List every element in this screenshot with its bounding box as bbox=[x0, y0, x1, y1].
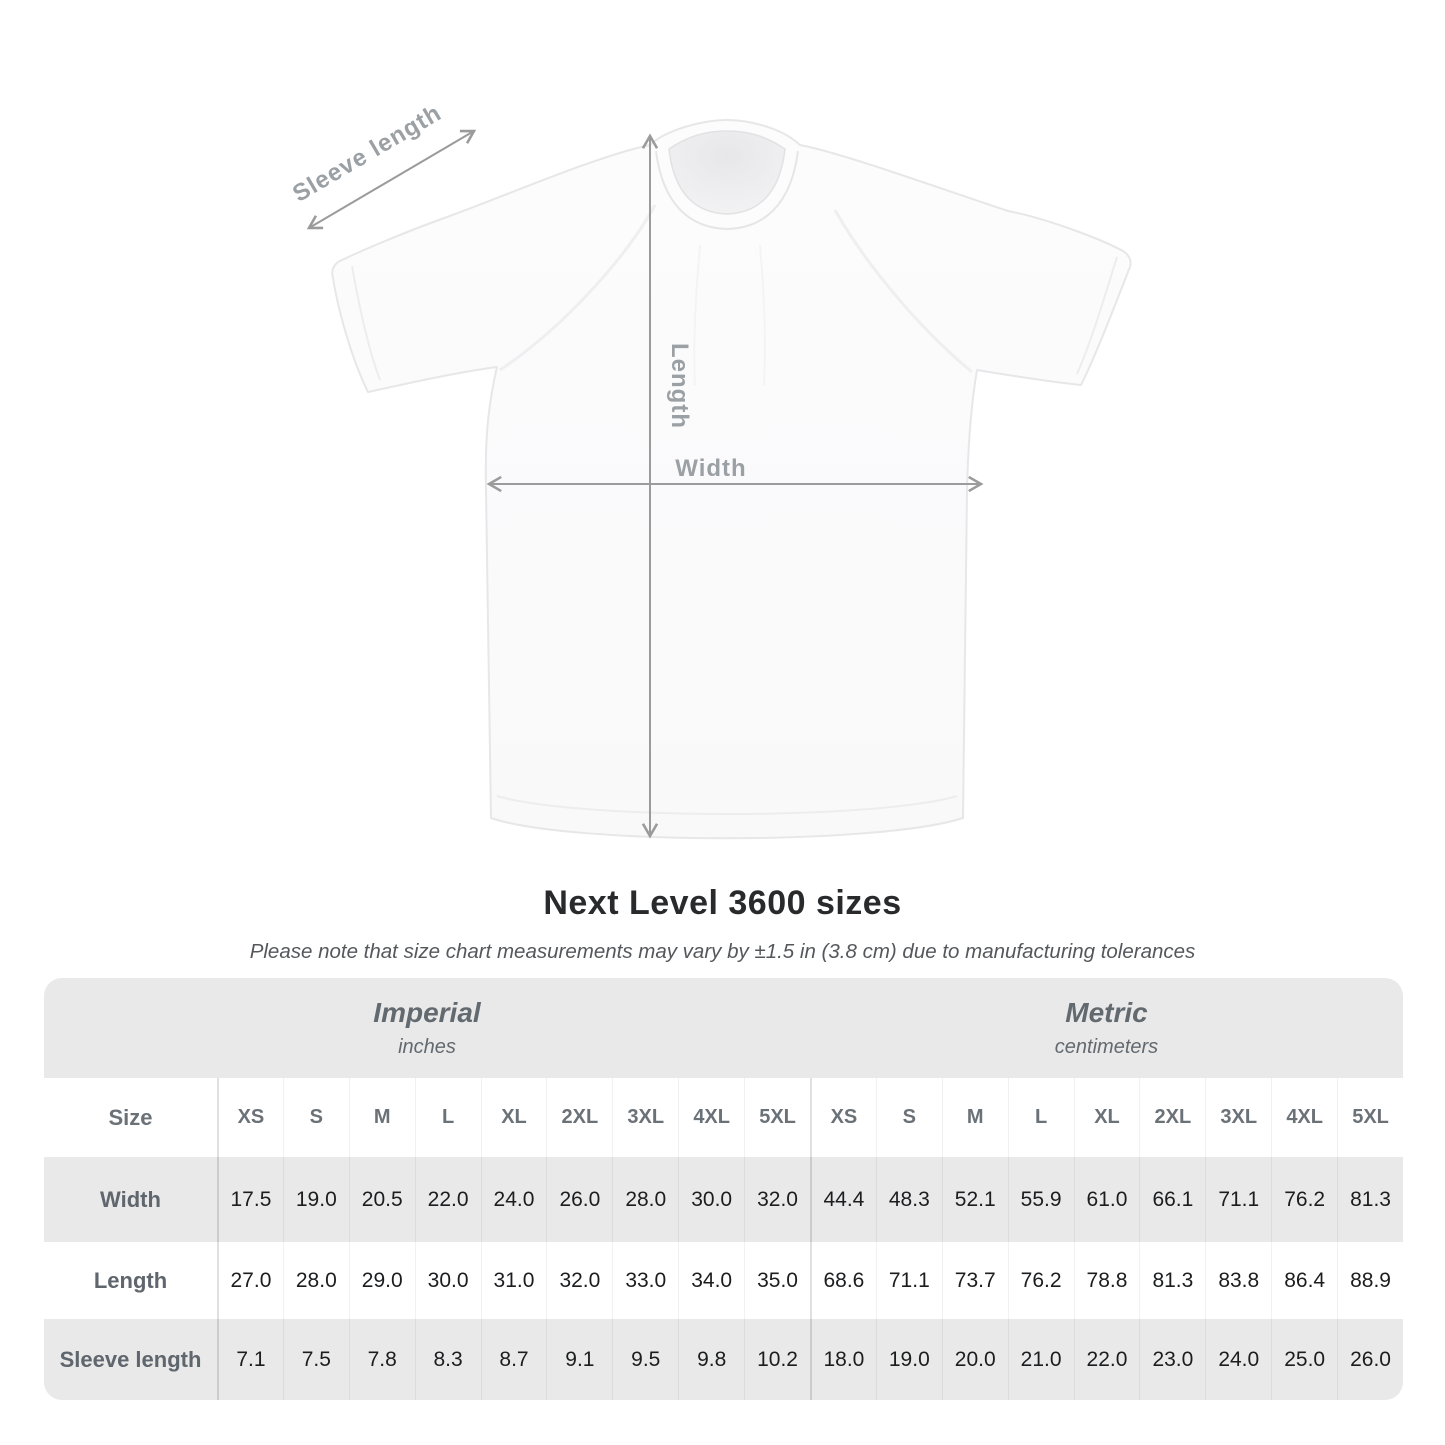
value-cell: 71.1 bbox=[1205, 1157, 1271, 1242]
metric-group-unit: centimeters bbox=[1054, 1036, 1159, 1058]
value-cell: 26.0 bbox=[546, 1157, 612, 1242]
value-cell: 83.8 bbox=[1205, 1242, 1271, 1319]
size-col-header-imperial: XL bbox=[481, 1078, 547, 1157]
value-cell: 48.3 bbox=[876, 1157, 942, 1242]
size-col-header-metric: M bbox=[942, 1078, 1008, 1157]
size-col-header-metric: 4XL bbox=[1271, 1078, 1337, 1157]
value-cell: 19.0 bbox=[876, 1319, 942, 1400]
value-cell: 8.7 bbox=[481, 1319, 547, 1400]
size-col-header-imperial: L bbox=[415, 1078, 481, 1157]
value-cell: 71.1 bbox=[876, 1242, 942, 1319]
value-cell: 88.9 bbox=[1337, 1242, 1403, 1319]
value-cell: 35.0 bbox=[744, 1242, 810, 1319]
value-cell: 24.0 bbox=[481, 1157, 547, 1242]
size-col-header-metric: S bbox=[876, 1078, 942, 1157]
value-cell: 21.0 bbox=[1008, 1319, 1074, 1400]
value-cell: 76.2 bbox=[1008, 1242, 1074, 1319]
metric-group-title: Metric bbox=[1065, 997, 1148, 1028]
value-cell: 78.8 bbox=[1074, 1242, 1140, 1319]
value-cell: 10.2 bbox=[744, 1319, 810, 1400]
value-cell: 34.0 bbox=[678, 1242, 744, 1319]
value-cell: 9.5 bbox=[612, 1319, 678, 1400]
value-cell: 73.7 bbox=[942, 1242, 1008, 1319]
imperial-group-unit: inches bbox=[398, 1036, 456, 1058]
row-label: Sleeve length bbox=[44, 1319, 217, 1400]
value-cell: 28.0 bbox=[283, 1242, 349, 1319]
size-table bbox=[44, 978, 1403, 1400]
value-cell: 9.1 bbox=[546, 1319, 612, 1400]
size-col-header-imperial: 4XL bbox=[678, 1078, 744, 1157]
page-title: Next Level 3600 sizes bbox=[543, 884, 902, 922]
size-col-header-metric: L bbox=[1008, 1078, 1074, 1157]
value-cell: 25.0 bbox=[1271, 1319, 1337, 1400]
value-cell: 31.0 bbox=[481, 1242, 547, 1319]
value-cell: 66.1 bbox=[1139, 1157, 1205, 1242]
value-cell: 27.0 bbox=[217, 1242, 283, 1319]
size-col-header-imperial: S bbox=[283, 1078, 349, 1157]
value-cell: 24.0 bbox=[1205, 1319, 1271, 1400]
value-cell: 86.4 bbox=[1271, 1242, 1337, 1319]
size-col-header-imperial: 5XL bbox=[744, 1078, 810, 1157]
size-col-header-imperial: XS bbox=[217, 1078, 283, 1157]
value-cell: 28.0 bbox=[612, 1157, 678, 1242]
value-cell: 32.0 bbox=[546, 1242, 612, 1319]
size-col-header-metric: 5XL bbox=[1337, 1078, 1403, 1157]
value-cell: 22.0 bbox=[415, 1157, 481, 1242]
value-cell: 33.0 bbox=[612, 1242, 678, 1319]
value-cell: 76.2 bbox=[1271, 1157, 1337, 1242]
row-label: Length bbox=[44, 1242, 217, 1319]
value-cell: 7.1 bbox=[217, 1319, 283, 1400]
size-col-header-metric: XS bbox=[810, 1078, 876, 1157]
size-col-header-metric: 3XL bbox=[1205, 1078, 1271, 1157]
value-cell: 81.3 bbox=[1337, 1157, 1403, 1242]
value-cell: 32.0 bbox=[744, 1157, 810, 1242]
value-cell: 44.4 bbox=[810, 1157, 876, 1242]
value-cell: 55.9 bbox=[1008, 1157, 1074, 1242]
value-cell: 20.0 bbox=[942, 1319, 1008, 1400]
value-cell: 26.0 bbox=[1337, 1319, 1403, 1400]
size-col-header-metric: XL bbox=[1074, 1078, 1140, 1157]
value-cell: 7.8 bbox=[349, 1319, 415, 1400]
value-cell: 17.5 bbox=[217, 1157, 283, 1242]
imperial-group-header bbox=[44, 978, 810, 1078]
size-col-header-imperial: 3XL bbox=[612, 1078, 678, 1157]
value-cell: 52.1 bbox=[942, 1157, 1008, 1242]
width-label: Width bbox=[675, 455, 747, 482]
value-cell: 68.6 bbox=[810, 1242, 876, 1319]
sleeve-length-label: Sleeve length bbox=[288, 99, 447, 208]
size-col-header-imperial: 2XL bbox=[546, 1078, 612, 1157]
size-col-header-imperial: M bbox=[349, 1078, 415, 1157]
value-cell: 18.0 bbox=[810, 1319, 876, 1400]
value-cell: 9.8 bbox=[678, 1319, 744, 1400]
imperial-group-title: Imperial bbox=[373, 997, 481, 1028]
row-label: Width bbox=[44, 1157, 217, 1242]
value-cell: 7.5 bbox=[283, 1319, 349, 1400]
size-col-header-metric: 2XL bbox=[1139, 1078, 1205, 1157]
tolerance-note: Please note that size chart measurements may vary by ±1.5 in (3.8 cm) due to manufacturing tolerances bbox=[249, 940, 1196, 963]
size-header: Size bbox=[44, 1078, 217, 1157]
value-cell: 30.0 bbox=[415, 1242, 481, 1319]
value-cell: 8.3 bbox=[415, 1319, 481, 1400]
value-cell: 19.0 bbox=[283, 1157, 349, 1242]
value-cell: 81.3 bbox=[1139, 1242, 1205, 1319]
value-cell: 30.0 bbox=[678, 1157, 744, 1242]
metric-group-header bbox=[810, 978, 1403, 1078]
value-cell: 23.0 bbox=[1139, 1319, 1205, 1400]
value-cell: 29.0 bbox=[349, 1242, 415, 1319]
value-cell: 20.5 bbox=[349, 1157, 415, 1242]
length-label: Length bbox=[666, 343, 693, 429]
value-cell: 22.0 bbox=[1074, 1319, 1140, 1400]
value-cell: 61.0 bbox=[1074, 1157, 1140, 1242]
